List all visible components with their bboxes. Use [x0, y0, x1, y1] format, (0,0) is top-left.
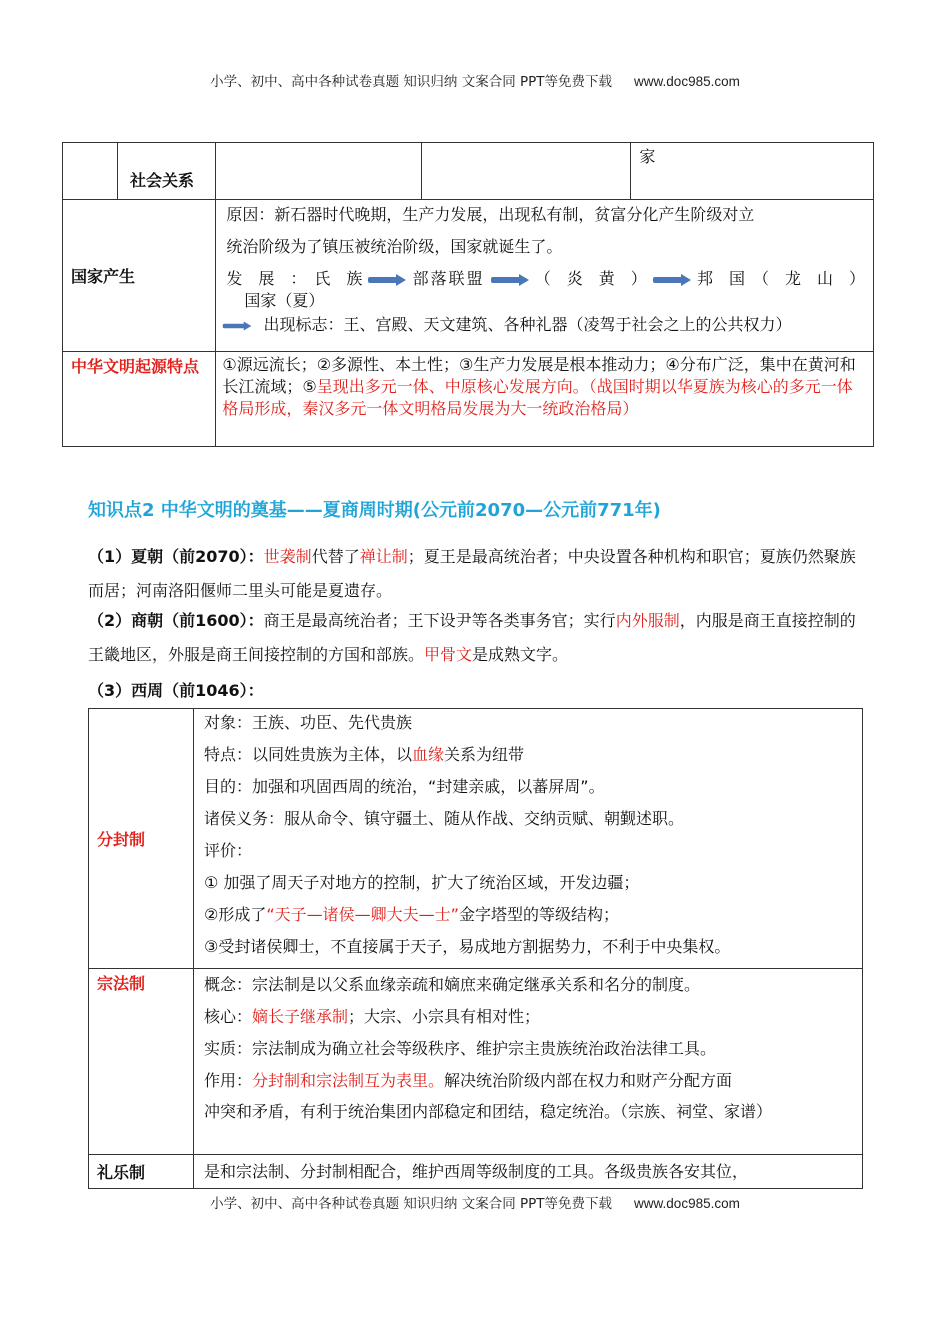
fenfeng-target: 对象：王族、功臣、先代贵族 [204, 713, 413, 732]
xia-t2: ；夏王是最高统治者；中央设置各种机构和职官；夏族仍然聚族而居；河南洛阳偃师二里头可能是夏遗存。 [88, 547, 856, 600]
header-text: 小学、初中、高中各种试卷真题 知识归纳 文案合同 PPT等免费下载 [210, 74, 613, 90]
table-state-origin [62, 142, 874, 447]
dev-stage-tribal-alliance: 部落联盟 [412, 269, 485, 288]
paragraph-zhou [88, 674, 868, 708]
social-col4-text: 家 [639, 147, 656, 166]
shang-red2: 甲骨文 [424, 645, 473, 664]
section-heading: 知识点2 中华文明的奠基——夏商周时期(公元前2070—公元前771年) [88, 500, 661, 521]
paragraph-shang [88, 604, 868, 672]
social-relations-label: 社会关系 [130, 171, 195, 190]
fenfeng-feature-red: 血缘 [412, 745, 445, 764]
zongfa-core [204, 1001, 856, 1033]
row-state-emergence [63, 200, 874, 352]
fenfeng-feature-a: 特点：以同姓贵族为主体，以 [204, 745, 413, 764]
shang-t2: ，内服是商王直接控制的王畿地区，外服是商王间接控制的方国和部族。 [88, 611, 856, 664]
zongfa-essence: 实质：宗法制成为确立社会等级秩序、维护宗主贵族统治政治法律工具。 [204, 1039, 717, 1058]
state-markers [226, 314, 865, 336]
xia-red2: 禅让制 [359, 547, 408, 566]
origin-features-label: 中华文明起源特点 [71, 357, 200, 376]
zongfa-core-a: 核心： [204, 1007, 253, 1026]
fenfeng-duties: 诸侯义务：服从命令、镇守疆土、随从作战、交纳贡赋、朝觐述职。 [204, 809, 685, 828]
state-markers-text: 出现标志：王、宫殿、天文建筑、各种礼器（凌驾于社会之上的公共权力） [263, 315, 792, 334]
xia-red1: 世袭制 [263, 547, 312, 566]
row-origin-features [63, 352, 874, 447]
fenfeng-feature [204, 739, 856, 771]
state-reason: 统治阶级为了镇压被统治阶级，国家就诞生了。 [226, 237, 563, 256]
arrow-icon [652, 273, 692, 287]
footer-url[interactable]: www.doc985.com [634, 1196, 740, 1211]
zongfa-core-b: ；大宗、小宗具有相对性； [348, 1007, 541, 1026]
zongfa-core-red: 嫡长子继承制 [252, 1007, 349, 1026]
paragraph-xia [88, 540, 868, 608]
fenfeng-eval-2a: ②形成了 [204, 905, 267, 924]
zongfa-label: 宗法制 [97, 974, 146, 993]
header-url[interactable]: www.doc985.com [634, 74, 740, 89]
fenfeng-eval-1: ① 加强了周天子对地方的控制，扩大了统治区域，开发边疆； [204, 873, 640, 892]
fenfeng-purpose: 目的：加强和巩固西周的统治，“封建亲戚，以蕃屏周”。 [204, 777, 605, 796]
fenfeng-eval-2-red: “天子—诸侯—卿大夫—士” [266, 905, 459, 924]
fenfeng-evaluation: 评价： [204, 841, 253, 860]
origin-features-red: 呈现出多元一体、中原核心发展方向。（战国时期以华夏族为核心的多元一体格局形成，秦汉多元一体文明格局发展为大一统政治格局） [222, 377, 853, 418]
state-emergence-label: 国家产生 [71, 267, 136, 286]
fenfeng-eval-3: ③受封诸侯卿士，不直接属于天子，易成地方割据势力，不利于中央集权。 [204, 937, 731, 956]
zongfa-role-b: 解决统治阶级内部在权力和财产分配方面 [444, 1071, 733, 1090]
page-header [0, 70, 950, 90]
state-cause: 原因：新石器时代晚期，生产力发展，出现私有制，贫富分化产生阶级对立 [226, 205, 755, 224]
shang-t1: 商王是最高统治者；王下设尹等各类事务官；实行 [263, 611, 616, 630]
liyue-text: 是和宗法制、分封制相配合，维护西周等级制度的工具。各级贵族各安其位， [204, 1161, 749, 1181]
row-social-relations [63, 143, 874, 200]
row-zongfa [89, 969, 863, 1155]
fenfeng-eval-2b: 金字塔型的等级结构； [458, 905, 619, 924]
dev-stage-state-xia: 国家（夏） [244, 291, 325, 310]
table-western-zhou [88, 708, 863, 1189]
fenfeng-label: 分封制 [97, 830, 146, 849]
footer-text: 小学、初中、高中各种试卷真题 知识归纳 文案合同 PPT等免费下载 [210, 1196, 613, 1212]
xia-lead: （1）夏朝（前2070）： [88, 547, 264, 566]
dev-stage-yanhuang: （ 炎 黄 ） [534, 269, 647, 288]
arrow-icon [222, 319, 252, 333]
shang-lead: （2）商朝（前1600）： [88, 611, 264, 630]
row-fenfeng [89, 709, 863, 969]
page-footer [0, 1192, 950, 1212]
zongfa-role-red: 分封制和宗法制互为表里。 [252, 1071, 445, 1090]
shang-t3: 是成熟文字。 [472, 645, 569, 664]
zongfa-role-a: 作用： [204, 1071, 253, 1090]
fenfeng-feature-b: 关系为纽带 [444, 745, 525, 764]
fenfeng-eval-2 [204, 899, 856, 931]
row-liyue [89, 1155, 863, 1189]
origin-features-black: ①源远流长；②多源性、本土性；③生产力发展是根本推动力；④分布广泛，集中在黄河和长江流域；⑤ [222, 355, 856, 396]
shang-red1: 内外服制 [615, 611, 680, 630]
dev-stage-fangguo: 邦 国 （ 龙 山 ） [696, 269, 865, 288]
arrow-icon [490, 273, 530, 287]
arrow-icon [367, 273, 407, 287]
xia-t1: 代替了 [311, 547, 360, 566]
zongfa-role [204, 1065, 856, 1097]
liyue-label: 礼乐制 [97, 1163, 146, 1182]
zhou-lead: （3）西周（前1046）： [88, 681, 264, 700]
zongfa-concept: 概念：宗法制是以父系血缘亲疏和嫡庶来确定继承关系和名分的制度。 [204, 975, 701, 994]
state-development [226, 268, 865, 290]
origin-features-text [222, 354, 863, 420]
zongfa-role-cont: 冲突和矛盾，有利于统治集团内部稳定和团结，稳定统治。（宗族、祠堂、家谱） [204, 1102, 773, 1121]
dev-stage-clan: 发 展 ： 氏 族 [226, 269, 363, 288]
